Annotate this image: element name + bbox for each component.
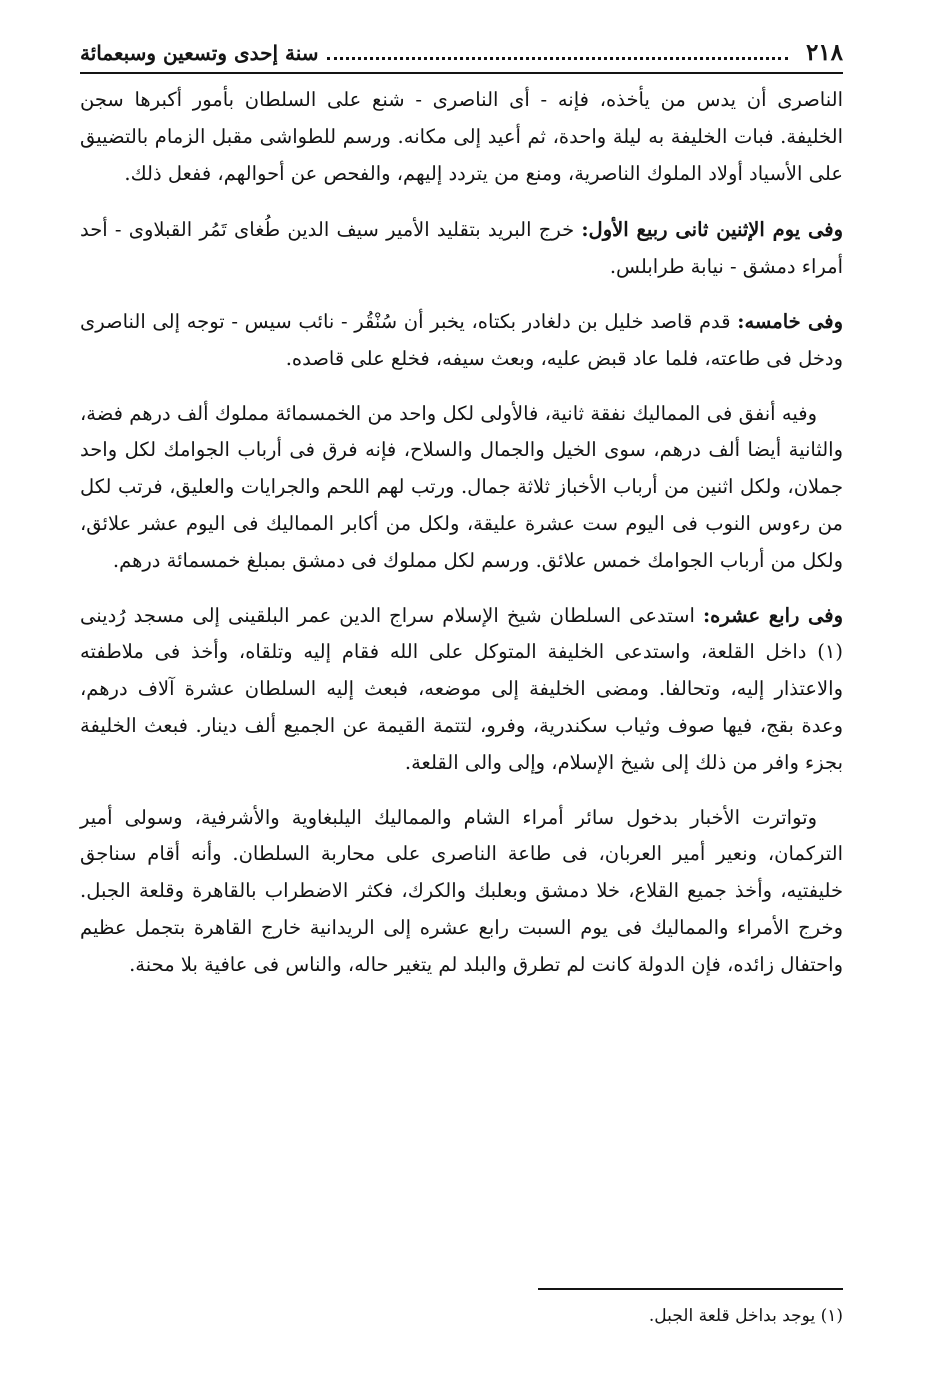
- paragraph-6: [80, 800, 843, 984]
- page: [80, 36, 843, 1002]
- leader-dots: [327, 57, 788, 60]
- paragraph-lead: وفى خامسه:: [737, 309, 843, 333]
- paragraph-text: قدم قاصد خليل بن دلغادر بكتاه، يخبر أن سُنْقُر - نائب سيس - توجه إلى الناصرى ودخل فى طاعته، فلما عاد قبض عليه، وبعث سيفه، فخلع على قاصده.: [80, 309, 843, 370]
- paragraph-text: استدعى السلطان شيخ الإسلام سراج الدين عمر البلقينى إلى مسجد رُدينى (١) داخل القلعة، واستدعى الخليفة المتوكل على الله فقام إليه وتلقاه، وأخذ فى ملاطفته والاعتذار إليه، وتحالفا. ومضى الخليفة إلى موضعه، فبعث إليه السلطان عشرة آلاف درهم، وعدة بقج، فيها صوف وثياب سكندرية، وفرو، لتتمة القيمة عن الجميع ألف دينار. فبعث الخليفة بجزء وافر من ذلك إلى شيخ الإسلام، وإلى والى القلعة.: [80, 603, 843, 774]
- paragraph-lead: وفى يوم الإثنين ثانى ربيع الأول:: [581, 218, 843, 242]
- paragraph-5: [80, 598, 843, 782]
- footnote: (١) يوجد بداخل قلعة الجبل.: [648, 1306, 843, 1326]
- paragraph-text: الناصرى أن يدس من يأخذه، فإنه - أى الناصرى - شنع على السلطان بأمور أكبرها سجن الخليفة. فبات الخليفة به ليلة واحدة، ثم أعيد إلى مكانه. ورسم للطواشى مقبل الزمام بالتضييق على الأسياد أولاد الملوك الناصرية، ومنع من يتردد إليهم، والفحص عن أحوالهم، ففعل ذلك.: [80, 88, 843, 185]
- page-number: ٢١٨: [805, 39, 843, 66]
- running-title: سنة إحدى وتسعين وسبعمائة: [80, 41, 319, 65]
- paragraph-4: [80, 396, 843, 580]
- paragraph-2: [80, 212, 843, 286]
- paragraph-text: خرج البريد بتقليد الأمير سيف الدين طُغاى تَمُر القبلاوى - أحد أمراء دمشق - نيابة طرابلس.: [80, 218, 843, 279]
- paragraph-text: وتواترت الأخبار بدخول سائر أمراء الشام والمماليك اليلبغاوية والأشرفية، وسولى أمير التركمان، ونعير أمير العربان، فى طاعة الناصرى على محاربة السلطان. وأنه أقام سناجق خليفتيه، وأخذ جميع القلاع، خلا دمشق وبعلبك والكرك، فكثر الاضطراب بالقاهرة وقلعة الجبل. وخرج الأمراء والمماليك فى يوم السبت رابع عشره إلى الريدانية خارج القاهرة بتجمل عظيم واحتفال زائده، فإن الدولة كانت لم تطرق والبلد لم يتغير حاله، والناس فى عافية بلا محنة.: [80, 805, 843, 976]
- paragraph-1: [80, 82, 843, 192]
- page-header: [80, 36, 843, 74]
- paragraph-lead: وفى رابع عشره:: [702, 603, 843, 627]
- footnote-divider: [538, 1288, 843, 1290]
- paragraph-3: [80, 304, 843, 378]
- paragraph-text: وفيه أنفق فى المماليك نفقة ثانية، فالأولى لكل واحد من الخمسمائة مملوك ألف درهم فضة، والثانية أيضا ألف درهم، سوى الخيل والجمال والسلاح، فإنه فرق فى أرباب الجوامك لكل واحد جملان، ولكل اثنين من أرباب الأخباز ثلاثة جمال. ورتب لهم اللحم والجرايات والعليق، فرتب لكل من رءوس النوب فى اليوم ست عشرة عليقة، ولكل من أكابر المماليك فى اليوم عشر علائق، ولكل من أرباب الجوامك خمس علائق. ورسم لكل مملوك فى دمشق بمبلغ خمسمائة درهم.: [80, 401, 843, 572]
